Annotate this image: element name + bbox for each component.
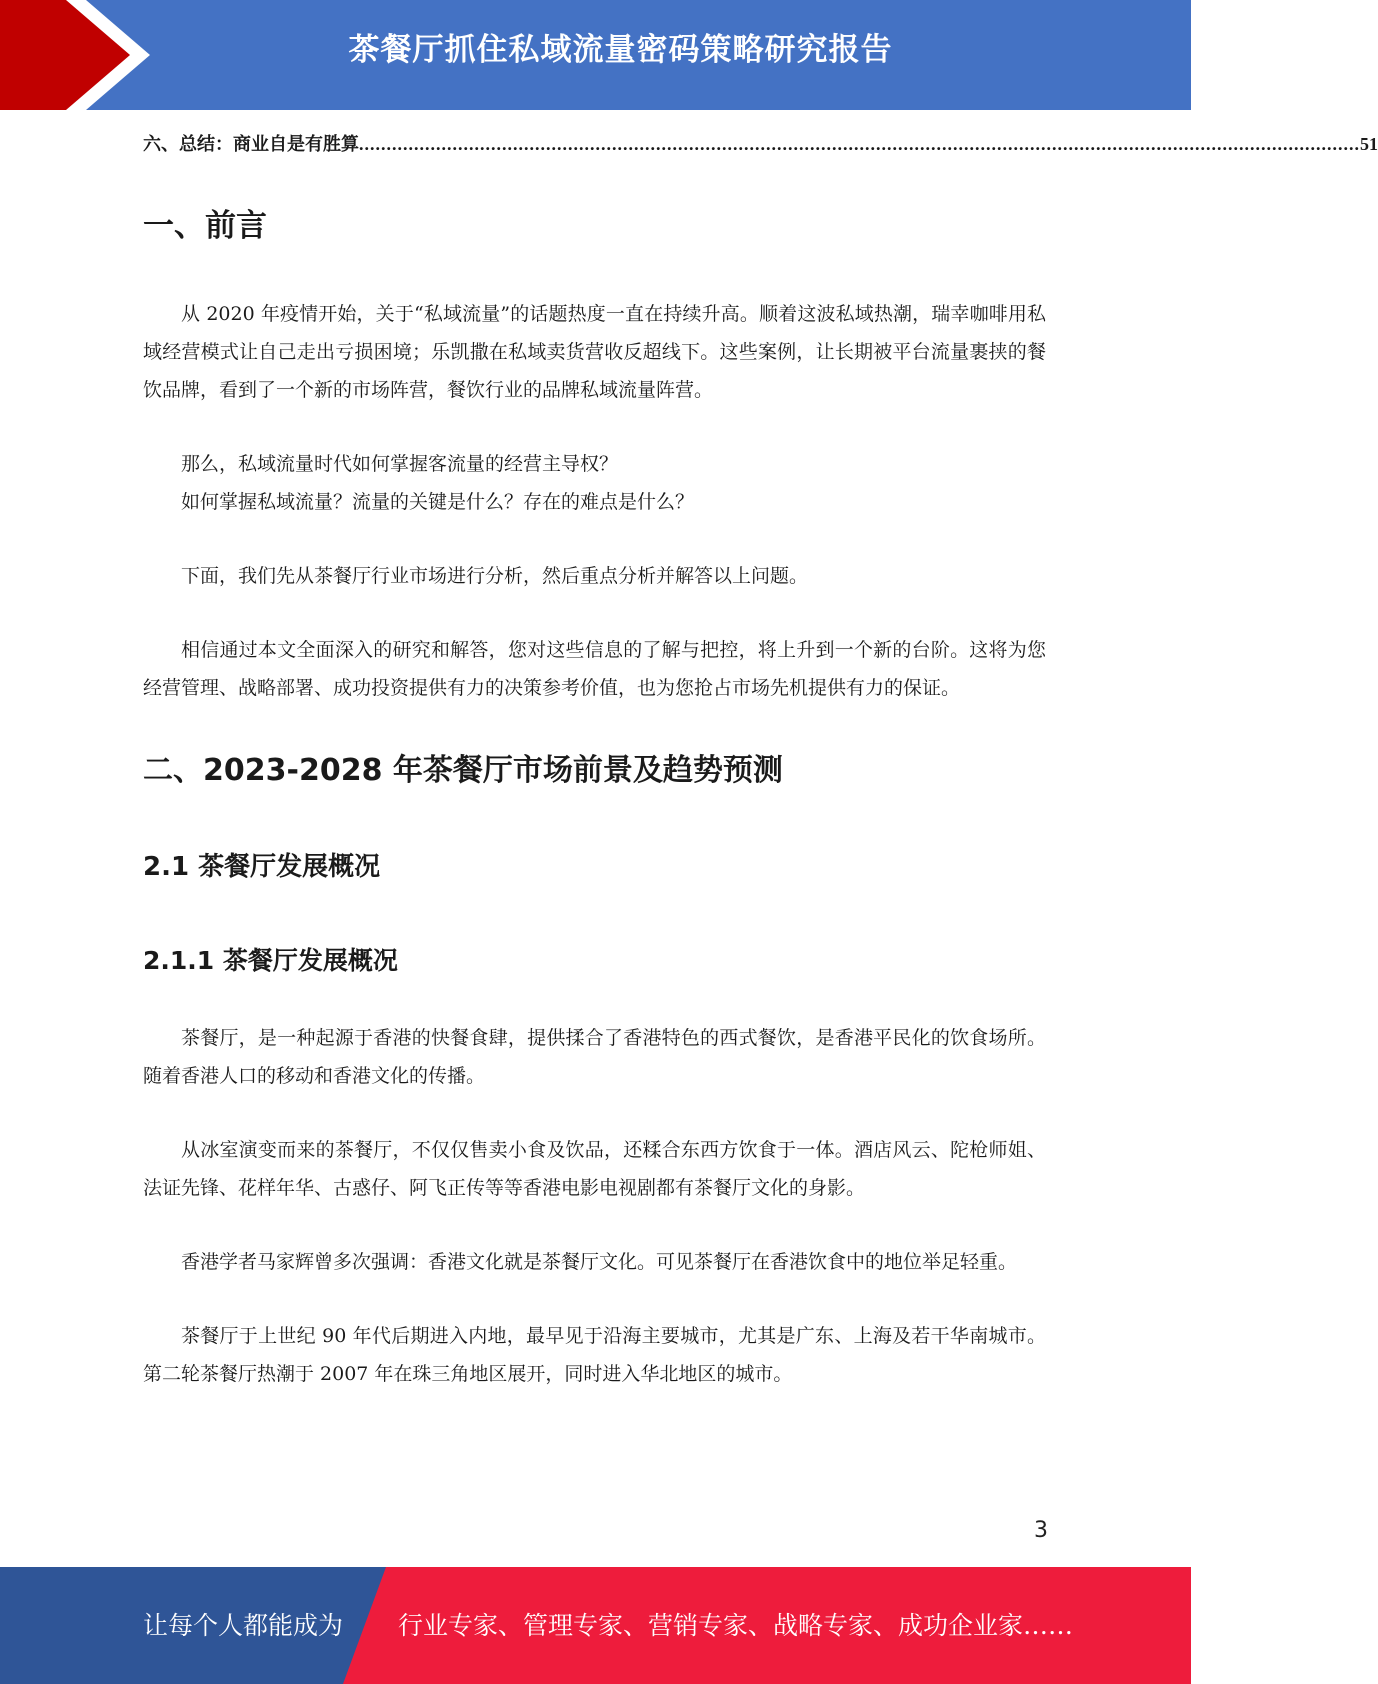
subsection-heading: 2.1 茶餐厅发展概况: [143, 852, 381, 882]
page-number: 3: [1034, 1518, 1048, 1543]
paragraph: 茶餐厅，是一种起源于香港的快餐食肆，提供揉合了香港特色的西式餐饮，是香港平民化的饮食场所。随着香港人口的移动和香港文化的传播。: [143, 1027, 1046, 1087]
paragraph: 香港学者马家辉曾多次强调：香港文化就是茶餐厅文化。可见茶餐厅在香港饮食中的地位举足轻重。: [181, 1251, 1018, 1273]
page-header: [0, 0, 1191, 110]
footer-slogan-right: 行业专家、管理专家、营销专家、战略专家、成功企业家……: [398, 1611, 1074, 1640]
paragraph-question: 那么，私域流量时代如何掌握客流量的经营主导权？: [181, 453, 619, 475]
paragraph-question: 如何掌握私域流量？流量的关键是什么？存在的难点是什么？: [181, 491, 695, 513]
paragraph: 下面，我们先从茶餐厅行业市场进行分析，然后重点分析并解答以上问题。: [181, 565, 809, 587]
document-body: [143, 122, 1378, 1429]
section-heading-market-outlook: 二、2023-2028 年茶餐厅市场前景及趋势预测: [143, 753, 783, 788]
report-title: 茶餐厅抓住私域流量密码策略研究报告: [348, 32, 893, 68]
toc-entry-page: 51: [1360, 134, 1378, 154]
subsubsection-heading: 2.1.1 茶餐厅发展概况: [143, 946, 398, 975]
page-footer: [0, 1567, 1191, 1684]
section-heading-preface: 一、前言: [143, 208, 267, 244]
paragraph: 相信通过本文全面深入的研究和解答，您对这些信息的了解与把控，将上升到一个新的台阶。这将为您经营管理、战略部署、成功投资提供有力的决策参考价值，也为您抢占市场先机提供有力的保证。: [143, 639, 1046, 699]
toc-leader-dots: ......................................................................................................................................................................................: [359, 134, 1360, 154]
paragraph: 茶餐厅于上世纪 90 年代后期进入内地，最早见于沿海主要城市，尤其是广东、上海及若干华南城市。第二轮茶餐厅热潮于 2007 年在珠三角地区展开，同时进入华北地区的城市。: [143, 1325, 1046, 1385]
toc-entry[interactable]: [143, 122, 1378, 166]
footer-slogan-left: 让每个人都能成为: [143, 1611, 344, 1640]
paragraph: 从冰室演变而来的茶餐厅，不仅仅售卖小食及饮品，还糅合东西方饮食于一体。酒店风云、陀枪师姐、法证先锋、花样年华、古惑仔、阿飞正传等等香港电影电视剧都有茶餐厅文化的身影。: [143, 1139, 1046, 1199]
toc-entry-label: 六、总结：商业自是有胜算: [143, 134, 359, 154]
paragraph: 从 2020 年疫情开始，关于“私域流量”的话题热度一直在持续升高。顺着这波私域热潮，瑞幸咖啡用私域经营模式让自己走出亏损困境；乐凯撒在私域卖货营收反超线下。这些案例，让长期被平台流量裹挟的餐饮品牌，看到了一个新的市场阵营，餐饮行业的品牌私域流量阵营。: [143, 303, 1046, 401]
